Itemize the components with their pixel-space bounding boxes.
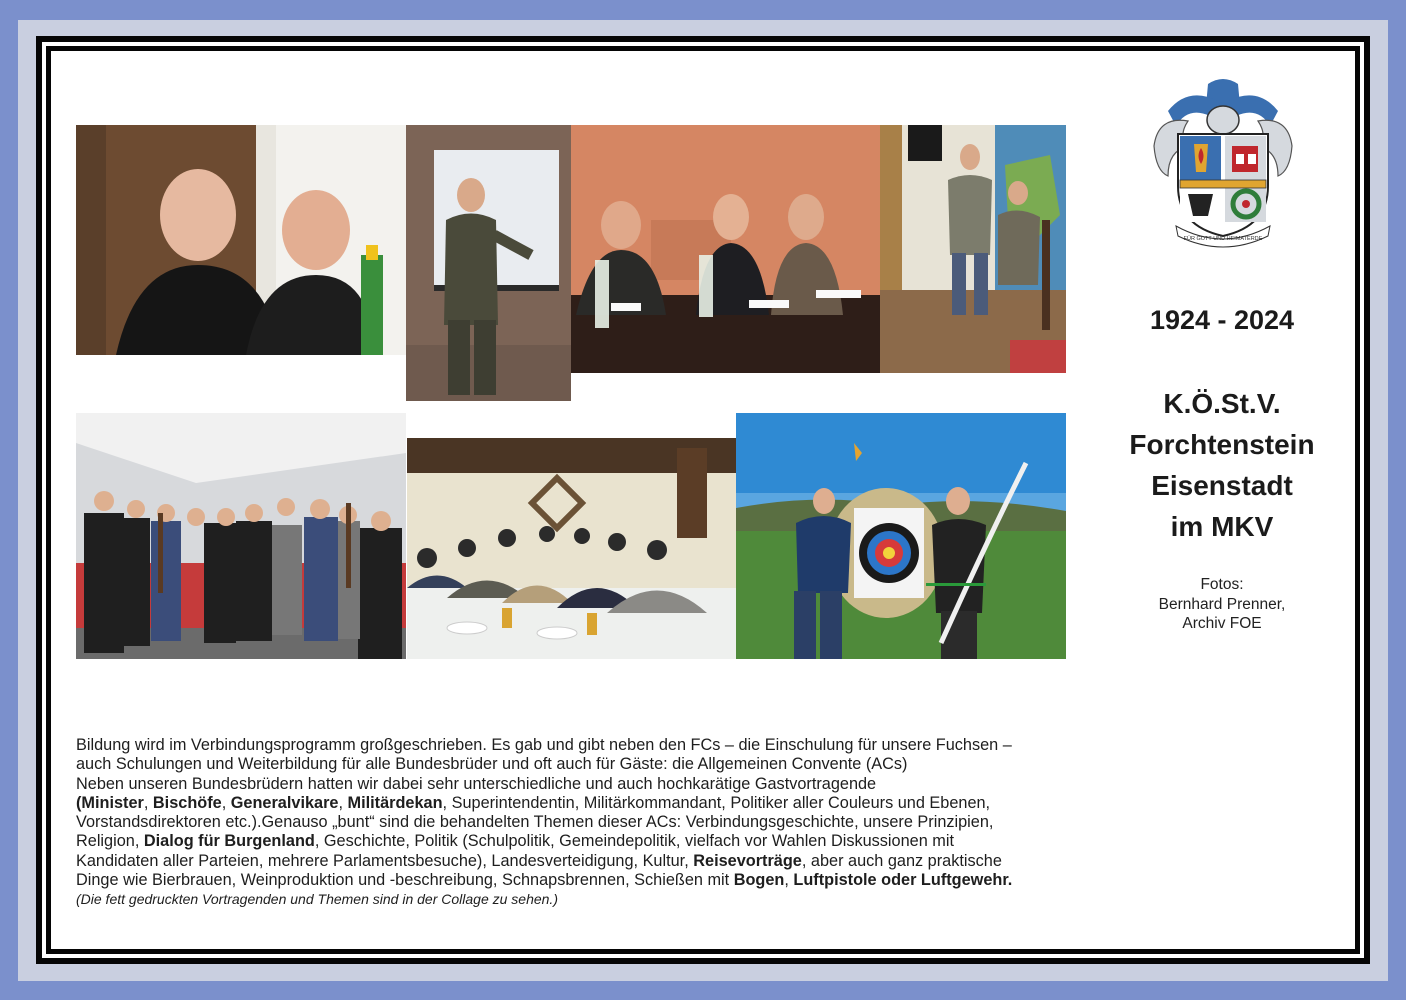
photo-dinner-hall bbox=[407, 438, 736, 659]
body-bold-segment: Bischöfe bbox=[152, 793, 222, 812]
crest-motto: FÜR GOTT UND HEIMATERDE bbox=[1183, 236, 1263, 242]
body-segment: Religion, bbox=[76, 832, 144, 851]
photo-airgun-group bbox=[76, 413, 406, 659]
anniversary-years: 1924 - 2024 bbox=[1149, 305, 1295, 335]
org-line-1: K.Ö.St.V. bbox=[1163, 388, 1281, 419]
photo-travel-lecture bbox=[880, 125, 1066, 373]
body-lines bbox=[76, 736, 1166, 890]
body-bold-segment: Dialog für Burgenland bbox=[143, 832, 315, 851]
body-note: (Die fett gedruckten Vortragenden und Themen sind in der Collage zu sehen.) bbox=[76, 891, 558, 908]
body-segment: Dinge wie Bierbrauen, Weinproduktion und -beschreibung, Schnapsbrennen, Schießen mit bbox=[76, 871, 734, 890]
credits-line-2: Archiv FOE bbox=[1182, 615, 1262, 632]
body-segment: , bbox=[143, 793, 153, 812]
org-line-2: Forchtenstein bbox=[1129, 429, 1315, 460]
body-segment: Neben unseren Bundesbrüdern hatten wir dabei sehr unterschiedliche und auch hochkarätige Gastvortragende bbox=[76, 774, 877, 793]
body-segment: Vorstandsdirektoren etc.).Genauso „bunt“ sind die behandelten Themen dieser ACs: Verbindungsgeschichte, unsere Prinzipien, bbox=[76, 813, 994, 832]
photo-military-dean bbox=[406, 125, 571, 401]
body-segment: , bbox=[784, 871, 794, 890]
body-line bbox=[76, 794, 1166, 813]
body-bold-segment: Bogen bbox=[733, 871, 785, 890]
photo-bishop bbox=[76, 125, 406, 355]
body-line bbox=[76, 871, 1166, 890]
body-line bbox=[76, 832, 1166, 851]
org-line-4: im MKV bbox=[1170, 511, 1274, 542]
body-segment: Bildung wird im Verbindungsprogramm großgeschrieben. Es gab und gibt neben den FCs – die Einschulung für unsere Fuchsen – bbox=[76, 736, 1012, 754]
body-line bbox=[76, 755, 1166, 774]
body-line bbox=[76, 736, 1166, 755]
body-segment: , bbox=[221, 793, 231, 812]
photo-credits bbox=[1110, 575, 1334, 634]
body-line bbox=[76, 852, 1166, 871]
organization-name bbox=[1100, 383, 1344, 547]
photo-minister-panel bbox=[571, 125, 882, 373]
body-segment: , Superintendentin, Militärkommandant, Politiker aller Couleurs und Ebenen, bbox=[442, 793, 991, 812]
body-bold-segment: Militärdekan bbox=[347, 793, 443, 812]
body-segment: auch Schulungen und Weiterbildung für alle Bundesbrüder und oft auch für Gäste: die Allgemeinen Convente (ACs) bbox=[76, 755, 908, 774]
credits-line-1: Bernhard Prenner, bbox=[1158, 595, 1286, 613]
body-segment: , bbox=[338, 793, 348, 812]
crest-logo bbox=[1148, 76, 1298, 252]
photo-archery bbox=[736, 413, 1066, 659]
body-bold-segment: Luftpistole oder Luftgewehr. bbox=[793, 871, 1013, 890]
body-segment: Kandidaten aller Parteien, mehrere Parlamentsbesuche), Landesverteidigung, Kultur, bbox=[76, 851, 694, 870]
body-segment: , Geschichte, Politik (Schulpolitik, Gemeindepolitik, vielfach vor Wahlen Diskussionen mit bbox=[314, 832, 954, 851]
body-bold-segment: Generalvikare bbox=[230, 793, 339, 812]
body-segment: , aber auch ganz praktische bbox=[801, 851, 1002, 870]
body-bold-segment: Reisevorträge bbox=[693, 851, 802, 870]
org-line-3: Eisenstadt bbox=[1151, 470, 1293, 501]
body-line bbox=[76, 813, 1166, 832]
body-text bbox=[76, 736, 1166, 909]
credits-label: Fotos: bbox=[1200, 576, 1244, 593]
body-bold-segment: (Minister bbox=[76, 793, 144, 812]
body-line bbox=[76, 775, 1166, 794]
